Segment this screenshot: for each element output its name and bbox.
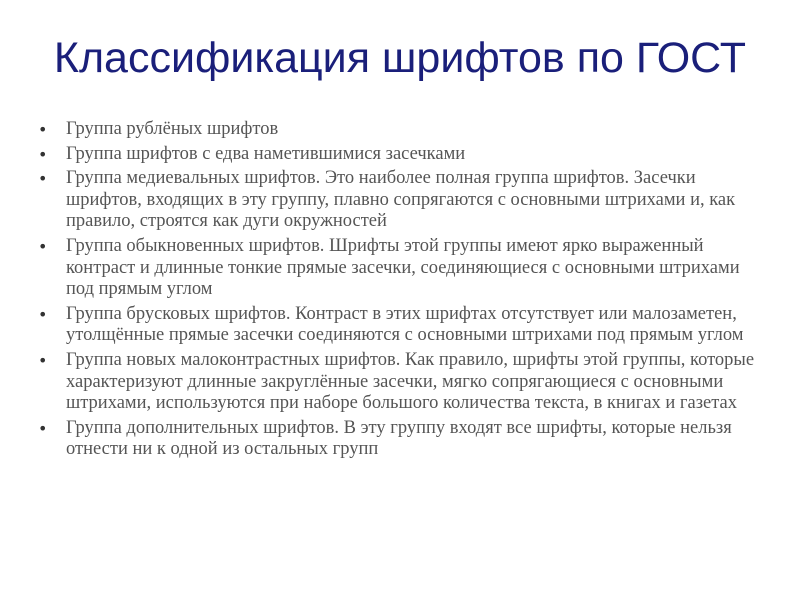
bullet-text: Группа брусковых шрифтов. Контраст в этих шрифтах отсутствует или малозаметен, утолщённые прямые засечки соединяются с основными штрихами под прямым углом xyxy=(66,303,744,346)
bullet-text: Группа дополнительных шрифтов. В эту группу входят все шрифты, которые нельзя отнести ни к одной из остальных групп xyxy=(66,417,732,460)
bullet-list xyxy=(38,119,758,464)
bullet-icon: • xyxy=(38,236,48,256)
bullet-icon: • xyxy=(38,304,48,324)
list-item xyxy=(38,236,758,301)
bullet-text: Группа медиевальных шрифтов. Это наиболее полная группа шрифтов. Засечки шрифтов, входящих в эту группу, плавно сопрягаются с основными штрихами и, как правило, строятся как дуги окружностей xyxy=(66,168,736,232)
bullet-icon: • xyxy=(38,350,48,370)
list-item xyxy=(38,418,758,461)
bullet-icon: • xyxy=(38,120,48,139)
bullet-text: Группа шрифтов с едва наметившимися засечками xyxy=(66,143,466,164)
bullet-icon: • xyxy=(38,144,48,164)
slide-title: Классификация шрифтов по ГОСТ xyxy=(53,34,747,82)
bullet-icon: • xyxy=(38,169,48,189)
list-item xyxy=(38,350,758,415)
list-item xyxy=(38,144,758,166)
list-item xyxy=(38,168,758,233)
bullet-text: Группа рублёных шрифтов xyxy=(66,119,279,139)
bullet-text: Группа обыкновенных шрифтов. Шрифты этой группы имеют ярко выраженный контраст и длинные тонкие прямые засечки, соединяющиеся с основными штрихами под прямым углом xyxy=(66,235,740,300)
bullet-text: Группа новых малоконтрастных шрифтов. Как правило, шрифты этой группы, которые характеризуют длинные закруглённые засечки, мягко сопрягающиеся с основными штрихами, используются при наборе большого количества текста, в книгах и газетах xyxy=(66,349,755,414)
list-item xyxy=(38,304,758,347)
bullet-icon: • xyxy=(38,418,48,438)
list-item xyxy=(38,119,758,141)
